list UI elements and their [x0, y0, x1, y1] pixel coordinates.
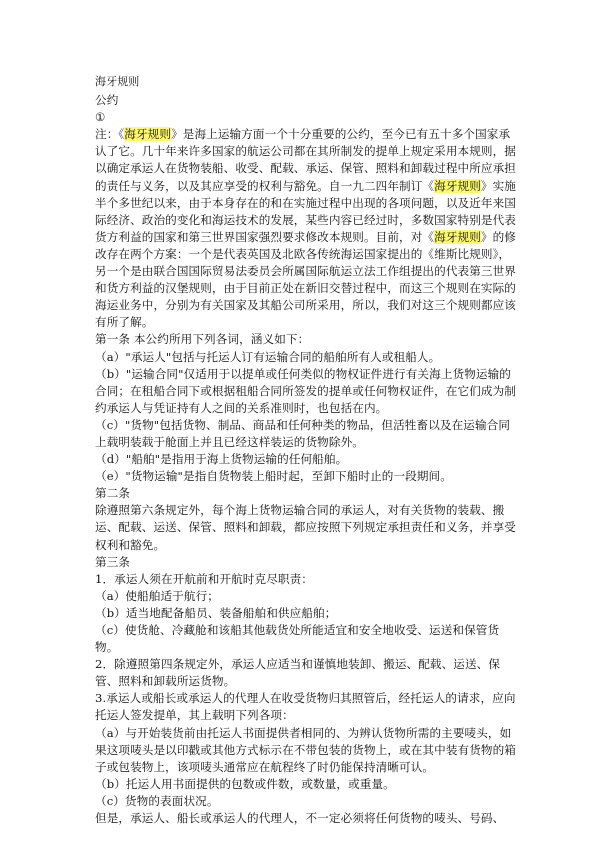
- article-3-clause-1c: （c）使货舱、冷藏舱和该船其他载货处所能适宜和安全地收受、运送和保管货物。: [95, 623, 500, 655]
- note-paragraph: [95, 126, 517, 331]
- article-1-item-b: （b）"运输合同"仅适用于以提单或任何类似的物权证件进行有关海上货物运输的合同；在租船合同下或根据租船合同所签发的提单或任何物权证件，在它们成为制约承运人与凭证持有人之间的关系准则时，也包括在内。: [95, 366, 516, 415]
- highlight-term-3: 海牙规则: [434, 229, 481, 244]
- document-title: 海牙规则: [95, 75, 140, 88]
- article-1-item-d: （d）"船舶"是指用于海上货物运输的任何船舶。: [95, 452, 348, 467]
- article-2-body: 除遵照第六条规定外，每个海上货物运输合同的承运人，对有关货物的装载、搬运、配载、运送、保管、照料和卸载，都应按照下列规定承担责任和义务，并享受权利和豁免。: [95, 503, 516, 552]
- article-2-title: 第二条: [95, 486, 131, 501]
- article-3-clause-3c: （c）货物的表面状况。: [95, 793, 219, 808]
- article-3-clause-3a: （a）与开始装货前由托运人书面提供者相同的、为辨认货物所需的主要唛头，如果这项唛头是以印戳或其他方式标示在不带包装的货物上，或在其中装有货物的箱子或包装物上，该项唛头通常应在航程终了时仍能保持清晰可认。: [95, 725, 516, 774]
- article-3-clause-2: 2．除遵照第四条规定外，承运人应适当和谨慎地装卸、搬运、配载、运送、保管、照料和卸载所运货物。: [95, 657, 501, 689]
- article-1-item-a: （a）"承运人"包括与托运人订有运输合同的船舶所有人或租船人。: [95, 349, 441, 364]
- highlight-term-2: 海牙规则: [434, 178, 481, 193]
- article-3-tail: 但是，承运人、船长或承运人的代理人，不一定必须将任何货物的唛头、号码、: [95, 811, 505, 826]
- note-text-3: 》实施半个多世纪以来，由于本身存在的和在实施过程中出现的各项问题，以及近年来国际经济、政治的变化和海运技术的发展，某些内容已经过时，多数国家特别是代表货方利益的国家和第三世界国家强烈要求修改本规则。目前，对《: [95, 178, 516, 244]
- article-1-item-c: （c）"货物"包括货物、制品、商品和任何种类的物品，但活牲畜以及在运输合同上载明装载于舱面上并且已经这样装运的货物除外。: [95, 417, 511, 449]
- article-1-title: 第一条 本公约所用下列各词，涵义如下：: [95, 332, 310, 347]
- article-3-clause-1b: （b）适当地配备船员、装备船舶和供应船舶；: [95, 605, 337, 620]
- article-3-clause-1a: （a）使船舶适于航行；: [95, 588, 219, 603]
- article-3-clause-3b: （b）托运人用书面提供的包数或件数，或数量，或重量。: [95, 776, 395, 791]
- note-text-2: 》是海上运输方面一个十分重要的公约，至今已有五十多个国家承认了它。几十年来许多国家的航运公司都在其所制发的提单上规定采用本规则，据以确定承运人在货物装船、收受、配载、承运、保管、照料和卸载过程中所应承担的责任与义务，以及其应享受的权利与豁免。自一九二四年制订《: [95, 127, 516, 193]
- article-3-clause-3: 3.承运人或船长或承运人的代理人在收受货物归其照管后，经托运人的请求，应向托运人签发提单，其上载明下列各项：: [95, 691, 516, 723]
- highlight-term-1: 海牙规则: [124, 127, 172, 142]
- note-text-1: 注：《: [95, 127, 125, 142]
- article-3-clause-1: 1．承运人须在开航前和开航时克尽职责：: [95, 571, 313, 586]
- article-3-title: 第三条: [95, 554, 131, 569]
- footnote-marker: ①: [95, 110, 106, 125]
- document-body: [95, 73, 517, 827]
- note-text-4: 》的修改存在两个方案：一个是代表英国及北欧各传统海运国家提出的《维斯比规则》，另一个是由联合国国际贸易法委员会所属国际航运立法工作组提出的代表第三世界和货方利益的汉堡规则，由于目前正处在新旧交替过程中，而这三个规则在实际的海运业务中，分别为有关国家及其船公司所采用，所以，我们对这三个规则都应该有所了解。: [95, 229, 516, 330]
- section-header: 公约: [95, 93, 119, 108]
- article-1-item-e: （e）"货物运输"是指自货物装上船时起，至卸下船时止的一段期间。: [95, 469, 452, 484]
